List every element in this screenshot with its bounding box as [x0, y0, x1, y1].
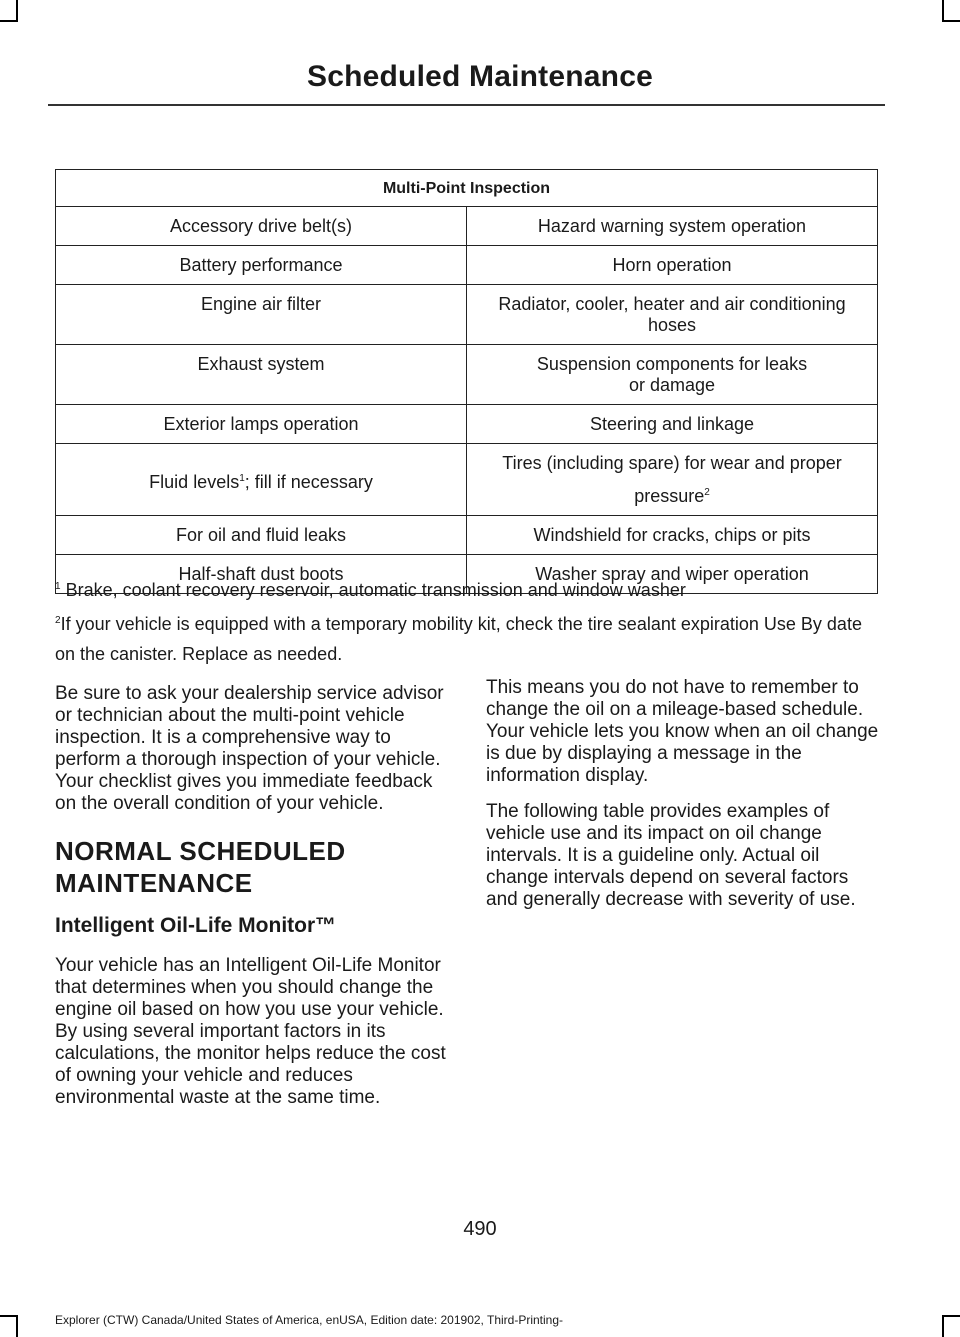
section-heading: NORMAL SCHEDULED MAINTENANCE: [55, 836, 346, 898]
footnote-mark: 2: [55, 615, 61, 626]
cell-text: Fluid levels: [149, 471, 240, 492]
table-cell: Exhaust system: [56, 345, 467, 405]
left-column: [55, 683, 450, 1123]
crop-mark: [942, 0, 944, 22]
table-cell: For oil and fluid leaks: [56, 516, 467, 555]
footnote-ref: 1: [239, 472, 245, 484]
crop-mark: [0, 1315, 18, 1317]
table-cell: Exterior lamps operation: [56, 405, 467, 444]
table-cell: Suspension components for leaks or damage: [467, 345, 878, 405]
crop-mark: [16, 1315, 18, 1337]
body-paragraph: Your vehicle has an Intelligent Oil-Life Monitor that determines when you should change the engine oil based on how you use your vehicle. By using several important factors in its calculations, the monitor helps reduce the cost of owning your vehicle and reduces environmental waste at the same time.: [55, 955, 446, 1108]
subsection-heading: Intelligent Oil-Life Monitor™: [55, 914, 337, 937]
cell-text: Tires (including spare) for wear and proper pressure: [502, 453, 842, 506]
cell-text: ; fill if necessary: [244, 471, 373, 492]
table-cell: Half-shaft dust boots: [56, 555, 467, 594]
table-row: [56, 207, 878, 246]
table-cell: [467, 444, 878, 516]
footnote-ref: 2: [704, 487, 710, 498]
footnote-text: Brake, coolant recovery reservoir, automatic transmission and window washer: [60, 580, 686, 600]
footnote-text: If your vehicle is equipped with a temporary mobility kit, check the tire sealant expiration Use By date on the canister. Replace as needed.: [55, 614, 862, 664]
crop-mark: [942, 20, 960, 22]
table-title: Multi-Point Inspection: [56, 170, 878, 207]
body-paragraph: The following table provides examples of vehicle use and its impact on oil change intervals. It is a guideline only. Actual oil change intervals depend on several factors and generally decrease with severity of use.: [486, 801, 856, 910]
table-cell: Accessory drive belt(s): [56, 207, 467, 246]
table-row: [56, 516, 878, 555]
crop-mark: [0, 20, 18, 22]
footnote-1: [55, 572, 880, 605]
table-cell: Windshield for cracks, chips or pits: [467, 516, 878, 555]
crop-mark: [16, 0, 18, 22]
page-number: 490: [463, 1218, 497, 1240]
footnote-mark: 1: [55, 581, 61, 592]
table-row: [56, 405, 878, 444]
table-row: [56, 444, 878, 516]
table-cell: Engine air filter: [56, 285, 467, 345]
table-cell: Washer spray and wiper operation: [467, 555, 878, 594]
table-cell: Hazard warning system operation: [467, 207, 878, 246]
table-row: [56, 345, 878, 405]
table-cell: [56, 444, 467, 516]
table-header-row: [56, 170, 878, 207]
table-cell: Radiator, cooler, heater and air conditioning hoses: [467, 285, 878, 345]
table-cell: Horn operation: [467, 246, 878, 285]
table-row: [56, 246, 878, 285]
body-paragraph: This means you do not have to remember to change the oil on a mileage-based schedule. Your vehicle lets you know when an oil change is due by displaying a message in the information display.: [486, 677, 879, 786]
intro-paragraph: Be sure to ask your dealership service advisor or technician about the multi-point vehicle inspection. It is a comprehensive way to perform a thorough inspection of your vehicle. Your checklist gives you immediate feedback on the overall condition of your vehicle.: [55, 683, 444, 814]
title-divider: [48, 104, 885, 106]
crop-mark: [942, 1315, 960, 1317]
table-cell: Steering and linkage: [467, 405, 878, 444]
table-cell: Battery performance: [56, 246, 467, 285]
edition-footer: Explorer (CTW) Canada/United States of America, enUSA, Edition date: 201902, Third-Printing-: [55, 1313, 564, 1327]
multi-point-inspection-table: [55, 169, 878, 594]
page-title: Scheduled Maintenance: [307, 60, 653, 93]
table-row: [56, 285, 878, 345]
footnote-2: [55, 606, 880, 669]
right-column: [486, 677, 881, 925]
crop-mark: [942, 1315, 944, 1337]
